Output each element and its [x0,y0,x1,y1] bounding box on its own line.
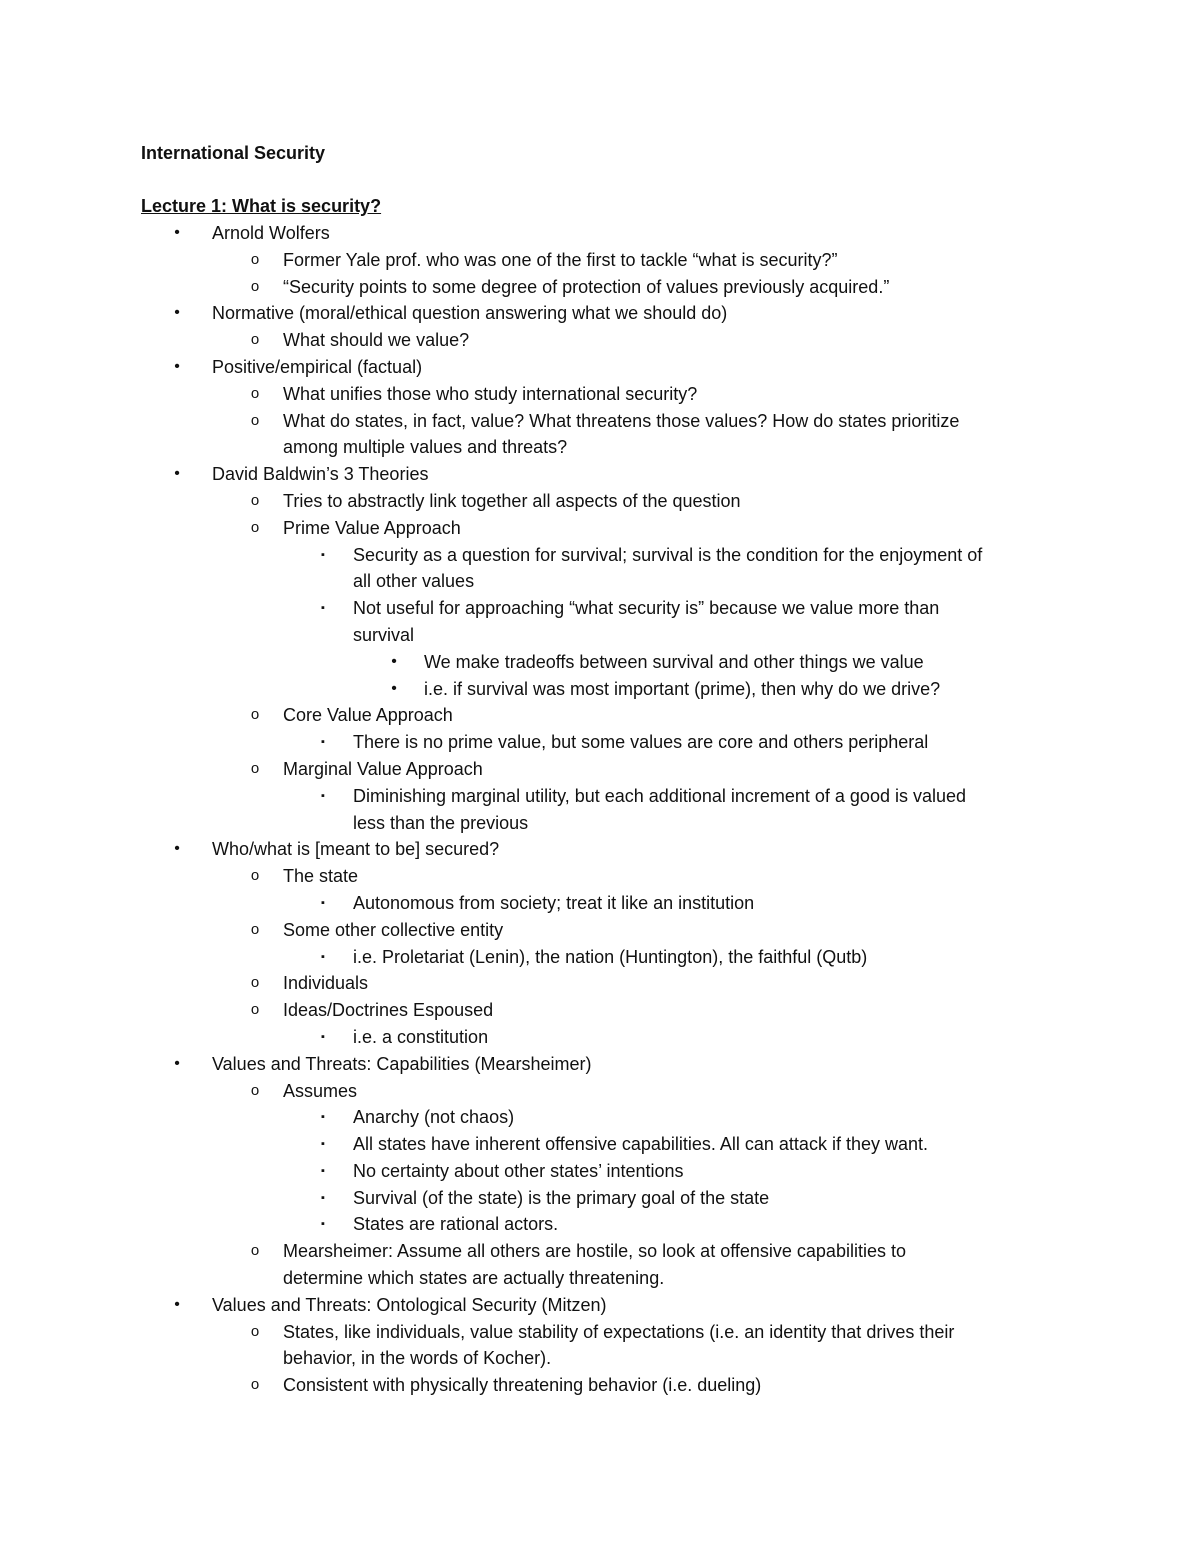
outline-item-level1 [0,1292,1200,1319]
outline-item-text: Prime Value Approach [283,517,461,538]
bullet-marker: ▪ [321,1218,325,1231]
outline-item-level2 [0,702,1200,729]
outline-item-text: Autonomous from society; treat it like an institution [353,892,755,913]
lecture-heading: Lecture 1: What is security? [141,196,382,216]
outline-item-level3 [0,1185,1200,1212]
outline-item-text: Consistent with physically threatening behavior (i.e. dueling) [283,1375,762,1396]
outline-item-level3 [0,729,1200,756]
outline-item-text: i.e. if survival was most important (prime), then why do we drive? [424,678,941,699]
outline-item-level3 [0,1104,1200,1131]
outline-item-text: Survival (of the state) is the primary goal of the state [353,1187,770,1208]
bullet-marker: o [250,277,260,295]
outline-item-text: Anarchy (not chaos) [353,1107,515,1128]
outline-item-text: all other values [353,571,475,592]
bullet-marker: o [250,250,260,268]
outline-item-text: Positive/empirical (factual) [212,356,423,377]
bullet-marker: • [174,224,180,241]
bullet-marker: • [174,1054,180,1072]
bullet-marker: ▪ [321,1030,325,1043]
bullet-marker: o [250,974,260,992]
outline-item-level2 [0,381,1200,408]
outline-item-level2 [0,970,1200,997]
outline-item-text: Mearsheimer: Assume all others are hostile, so look at offensive capabilities to [283,1241,906,1262]
outline-item-text: Normative (moral/ethical question answering what we should do) [212,303,728,324]
outline-item-level3 [0,595,1200,622]
bullet-marker: ▪ [321,602,325,615]
outline-item-level2 [0,247,1200,274]
bullet-marker: o [250,706,260,724]
outline-item-level2 [0,488,1200,515]
outline-item-text: “Security points to some degree of protection of values previously acquired.” [283,276,890,297]
outline-item-text: Values and Threats: Capabilities (Mearsheimer) [212,1053,592,1074]
outline-item-level2 [0,756,1200,783]
outline-item-level2 [0,997,1200,1024]
bullet-marker: ▪ [321,950,325,963]
outline-item-level2 [0,917,1200,944]
outline-item-level3 [0,944,1200,971]
outline-item-text: States are rational actors. [353,1214,559,1235]
bullet-marker: o [250,491,260,509]
bullet-marker: o [250,1242,260,1260]
bullet-marker: o [250,518,260,536]
bullet-marker: ▪ [321,548,325,561]
document-title: International Security [141,143,326,163]
bullet-marker: • [174,465,180,483]
bullet-marker: o [250,1001,260,1019]
outline-item-level1 [0,300,1200,327]
outline-item-text: Diminishing marginal utility, but each additional increment of a good is valued [353,785,967,806]
bullet-marker: ▪ [321,1111,325,1124]
bullet-marker: o [250,759,260,777]
outline-item-level2 [0,1319,1200,1346]
outline-item-text: determine which states are actually threatening. [283,1268,665,1289]
outline-item-level3 [0,1131,1200,1158]
outline-item-level1 [0,354,1200,381]
outline-item-text: What unifies those who study international security? [283,383,698,404]
outline-item-text: less than the previous [353,812,529,833]
outline-item-level2 [0,515,1200,542]
outline-item-level2 [0,1238,1200,1265]
outline-item-level1 [0,461,1200,488]
outline-item-text: No certainty about other states’ intentions [353,1160,684,1181]
outline-item-level3 [0,783,1200,810]
outline-item-level2 [0,327,1200,354]
outline-item-text: All states have inherent offensive capabilities. All can attack if they want. [353,1134,928,1155]
bullet-marker: o [250,920,260,938]
outline-item-text: There is no prime value, but some values are core and others peripheral [353,732,929,753]
outline-item-level1 [0,220,1200,247]
outline-item-level3 [0,1024,1200,1051]
bullet-marker: ▪ [321,789,325,802]
bullet-marker: o [250,1081,260,1099]
outline-line-continuation [0,434,1200,461]
outline-item-level2 [0,408,1200,435]
outline-item-text: Tries to abstractly link together all aspects of the question [283,490,741,511]
outline-item-level4 [0,676,1200,703]
outline-item-level2 [0,1372,1200,1399]
outline-item-text: Individuals [283,973,369,994]
outline-item-level3 [0,890,1200,917]
outline-list [0,220,1200,1399]
bullet-marker: o [250,1376,260,1394]
bullet-marker: ▪ [321,896,325,909]
bullet-marker: o [250,331,260,349]
bullet-marker: ▪ [321,1191,325,1204]
outline-item-level2 [0,1078,1200,1105]
outline-item-text: survival [353,624,415,645]
outline-item-text: David Baldwin’s 3 Theories [212,464,429,485]
bullet-marker: • [391,652,397,670]
bullet-marker: o [250,1322,260,1340]
outline-item-text: behavior, in the words of Kocher). [283,1348,552,1369]
outline-line-continuation [0,568,1200,595]
outline-item-text: Marginal Value Approach [283,758,483,779]
bullet-marker: • [391,679,397,697]
outline-item-text: Assumes [283,1080,358,1101]
outline-item-text: What do states, in fact, value? What threatens those values? How do states prioritize [283,410,960,431]
outline-item-text: Core Value Approach [283,705,453,726]
outline-item-text: Some other collective entity [283,919,504,940]
bullet-marker: • [174,357,180,375]
outline-item-text: among multiple values and threats? [283,437,568,458]
outline-item-level2 [0,863,1200,890]
outline-line-continuation [0,622,1200,649]
bullet-marker: • [174,304,180,322]
outline-item-text: Ideas/Doctrines Espoused [283,1000,494,1021]
outline-item-level1 [0,1051,1200,1078]
outline-item-text: States, like individuals, value stability of expectations (i.e. an identity that drives their [283,1321,955,1342]
bullet-marker: • [174,840,180,858]
outline-item-level3 [0,1158,1200,1185]
bullet-marker: • [174,1295,180,1313]
outline-line-continuation [0,1265,1200,1292]
outline-item-text: i.e. Proletariat (Lenin), the nation (Huntington), the faithful (Qutb) [353,946,868,967]
outline-item-level1 [0,836,1200,863]
bullet-marker: o [250,867,260,885]
bullet-marker: o [250,411,260,429]
bullet-marker: ▪ [321,1164,325,1177]
outline-item-text: Arnold Wolfers [212,223,330,243]
outline-item-text: What should we value? [283,330,470,351]
outline-item-text: The state [283,866,359,887]
outline-item-level3 [0,1211,1200,1238]
bullet-marker: o [250,384,260,402]
outline-line-continuation [0,810,1200,837]
outline-item-text: Who/what is [meant to be] secured? [212,839,500,860]
outline-item-text: Not useful for approaching “what security is” because we value more than [353,598,940,619]
outline-item-text: We make tradeoffs between survival and other things we value [424,651,924,672]
outline-item-level2 [0,274,1200,301]
outline-line-continuation [0,1345,1200,1372]
outline-item-level3 [0,542,1200,569]
bullet-marker: ▪ [321,736,325,749]
bullet-marker: ▪ [321,1138,325,1151]
outline-item-level4 [0,649,1200,676]
outline-item-text: Former Yale prof. who was one of the first to tackle “what is security?” [283,249,838,270]
outline-item-text: Security as a question for survival; survival is the condition for the enjoyment of [353,544,983,565]
outline-item-text: i.e. a constitution [353,1026,489,1047]
outline-item-text: Values and Threats: Ontological Security (Mitzen) [212,1294,607,1315]
